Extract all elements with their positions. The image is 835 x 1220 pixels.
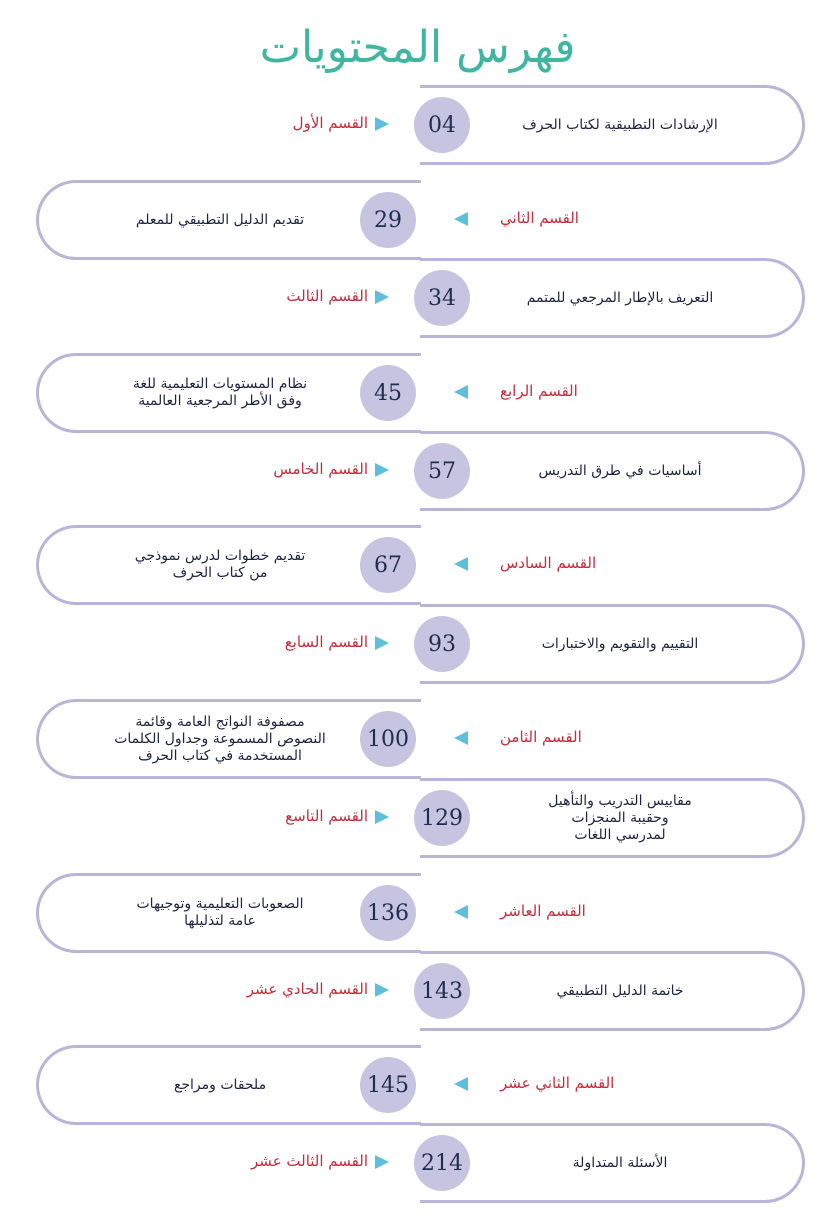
arrow-icon	[375, 810, 389, 824]
arrow-icon	[454, 731, 468, 745]
entry-title-line: الصعوبات التعليمية وتوجيهات	[136, 896, 304, 912]
entry-title-line: وفق الأطر المرجعية العالمية	[138, 393, 302, 409]
arrow-icon	[375, 636, 389, 650]
arrow-icon	[454, 905, 468, 919]
toc-entry[interactable]	[0, 1045, 835, 1135]
toc-entry[interactable]	[0, 951, 835, 1041]
toc-entry[interactable]	[0, 258, 835, 348]
page-number: 214	[414, 1135, 470, 1191]
section-label: القسم الرابع	[500, 382, 578, 400]
page-number: 57	[414, 443, 470, 499]
entry-title-line: ملحقات ومراجع	[173, 1076, 267, 1093]
section-label: القسم العاشر	[500, 902, 586, 920]
toc-entry[interactable]	[0, 699, 835, 789]
section-label: القسم الثامن	[500, 728, 582, 746]
entry-title-line: التعريف بالإطار المرجعي للمتمم	[526, 289, 714, 306]
toc-entry[interactable]	[0, 180, 835, 270]
arrow-icon	[454, 1077, 468, 1091]
entry-title-line: تقديم خطوات لدرس نموذجي	[134, 548, 306, 564]
page-number: 67	[360, 537, 416, 593]
page-number: 29	[360, 192, 416, 248]
section-label: القسم الأول	[292, 114, 368, 132]
page-title: فهرس المحتويات	[259, 22, 576, 73]
entry-title	[470, 1128, 770, 1198]
page-number: 143	[414, 963, 470, 1019]
section-label: القسم التاسع	[285, 807, 368, 825]
arrow-icon	[454, 212, 468, 226]
entry-title-line: لمدرسي اللغات	[574, 826, 666, 843]
entry-title	[470, 263, 770, 333]
entry-title-line: من كتاب الحرف	[172, 565, 268, 581]
entry-title-line: الإرشادات التطبيقية لكتاب الحرف	[522, 116, 718, 133]
entry-title-line: وحقيبة المنجزات	[571, 809, 669, 826]
page-number: 136	[360, 885, 416, 941]
toc-entry[interactable]	[0, 873, 835, 963]
entry-title-line: أساسيات في طرق التدريس	[538, 462, 702, 479]
entry-title	[470, 90, 770, 160]
toc-entry[interactable]	[0, 1123, 835, 1213]
entry-title	[470, 783, 770, 853]
section-label: القسم الثالث	[286, 287, 368, 305]
toc-entry[interactable]	[0, 778, 835, 868]
section-label: القسم الحادي عشر	[246, 980, 368, 998]
page-number: 129	[414, 790, 470, 846]
entry-title-line: عامة لتذليلها	[184, 913, 256, 929]
toc-entry[interactable]	[0, 525, 835, 615]
page-number: 100	[360, 711, 416, 767]
entry-title-line: مقاييس التدريب والتأهيل	[548, 792, 692, 809]
arrow-icon	[454, 385, 468, 399]
entry-title	[470, 956, 770, 1026]
entry-title-line: تقديم الدليل التطبيقي للمعلم	[135, 211, 305, 228]
toc-entry[interactable]	[0, 353, 835, 443]
entry-title-line: الأسئلة المتداولة	[572, 1154, 668, 1171]
entry-title	[70, 358, 370, 428]
arrow-icon	[375, 117, 389, 131]
arrow-icon	[375, 463, 389, 477]
entry-title-line: خاتمة الدليل التطبيقي	[556, 982, 684, 999]
entry-title	[70, 530, 370, 600]
entry-title	[470, 436, 770, 506]
toc-entry[interactable]	[0, 604, 835, 694]
toc-entry[interactable]	[0, 85, 835, 175]
section-label: القسم السادس	[500, 554, 597, 572]
section-label: القسم الثالث عشر	[251, 1152, 368, 1170]
entry-title-line: التقييم والتقويم والاختبارات	[541, 635, 699, 652]
entry-title	[470, 609, 770, 679]
entry-title-line: نظام المستويات التعليمية للغة	[132, 376, 308, 392]
arrow-icon	[375, 290, 389, 304]
page-number: 34	[414, 270, 470, 326]
entry-title	[70, 185, 370, 255]
entry-title	[70, 704, 370, 774]
entry-title	[70, 1050, 370, 1120]
arrow-icon	[375, 983, 389, 997]
entry-title	[70, 878, 370, 948]
section-label: القسم الثاني عشر	[500, 1074, 615, 1092]
arrow-icon	[454, 557, 468, 571]
entry-title-line: المستخدمة في كتاب الحرف	[138, 747, 302, 764]
section-label: القسم السابع	[284, 633, 368, 651]
section-label: القسم الثاني	[500, 209, 579, 227]
page-number: 145	[360, 1057, 416, 1113]
page-number: 04	[414, 97, 470, 153]
entry-title-line: مصفوفة النواتج العامة وقائمة	[135, 713, 305, 730]
page-number: 45	[360, 365, 416, 421]
arrow-icon	[375, 1155, 389, 1169]
toc-entry[interactable]	[0, 431, 835, 521]
entry-title-line: النصوص المسموعة وجداول الكلمات	[114, 730, 326, 747]
section-label: القسم الخامس	[273, 460, 368, 478]
page-number: 93	[414, 616, 470, 672]
